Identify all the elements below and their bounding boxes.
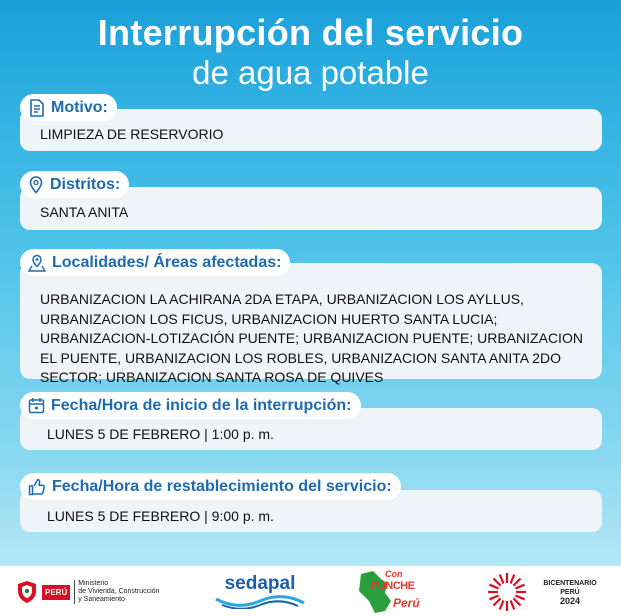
bicentenario-text	[532, 579, 608, 606]
water-wave-icon	[212, 595, 308, 609]
ministerio-logo	[16, 577, 166, 607]
sedapal-text: sedapal	[224, 573, 296, 594]
punche-text: PUNCHE	[371, 580, 415, 592]
peru-label: PERÚ	[42, 585, 70, 600]
con-punche-peru-logo	[355, 569, 435, 615]
peru-script-text: Perú	[393, 596, 420, 610]
distritos-value: SANTA ANITA	[40, 204, 129, 220]
localidades-label-text: Localidades/ Áreas afectadas:	[52, 253, 282, 271]
restablecimiento-label-text: Fecha/Hora de restablecimiento del servicio:	[52, 477, 392, 495]
ministerio-text	[74, 580, 159, 604]
localidades-label	[20, 249, 290, 276]
inicio-label-text: Fecha/Hora de inicio de la interrupción:	[51, 396, 352, 414]
localidades-value: URBANIZACION LA ACHIRANA 2DA ETAPA, URBANIZACION LOS AYLLUS, URBANIZACION LOS FICUS, URBANIZACION HUERTO SANTA LUCIA; URBANIZACION-LOTIZACIÓN PUENTE; URBANIZACION PUENTE; URBANIZACION EL PUENTE, URBANIZACION LOS ROBLES, URBANIZACION SANTA ANITA 2DO SECTOR; URBANIZACION SANTA ROSA DE QUIVES	[40, 291, 583, 385]
distritos-label	[20, 171, 129, 198]
bicentenario-sunburst-icon	[486, 571, 528, 613]
ministerio-line-2: de Vivienda, Construcción	[78, 588, 160, 595]
page-subtitle: de agua potable	[192, 54, 429, 91]
bicentenario-line-1: BICENTENARIO	[543, 580, 597, 587]
restablecimiento-value: LUNES 5 DE FEBRERO | 9:00 p. m.	[47, 508, 274, 524]
inicio-value: LUNES 5 DE FEBRERO | 1:00 p. m.	[47, 426, 274, 442]
bicentenario-year: 2024	[559, 596, 581, 606]
motivo-label-text: Motivo:	[51, 98, 108, 116]
location-pin-icon	[28, 176, 44, 194]
localidades-box	[20, 263, 602, 385]
sedapal-logo	[212, 573, 308, 613]
document-icon	[28, 99, 45, 117]
footer	[0, 566, 621, 616]
thumbs-up-icon	[28, 478, 46, 496]
distritos-label-text: Distritos:	[50, 175, 121, 193]
bicentenario-line-2: PERÚ	[560, 589, 580, 596]
bicentenario-logo	[486, 571, 610, 613]
page-title: Interrupción del servicio	[97, 12, 524, 53]
calendar-icon	[28, 397, 45, 414]
ministerio-line-1: Ministerio	[78, 580, 109, 587]
motivo-value: LIMPIEZA DE RESERVORIO	[40, 126, 224, 142]
ministerio-line-3: y Saneamiento	[78, 596, 125, 603]
inicio-label	[20, 392, 361, 419]
con-text: Con	[385, 569, 403, 579]
motivo-label	[20, 94, 117, 121]
area-map-icon	[28, 254, 46, 272]
peru-shield-icon	[16, 580, 38, 604]
restablecimiento-label	[20, 473, 401, 500]
